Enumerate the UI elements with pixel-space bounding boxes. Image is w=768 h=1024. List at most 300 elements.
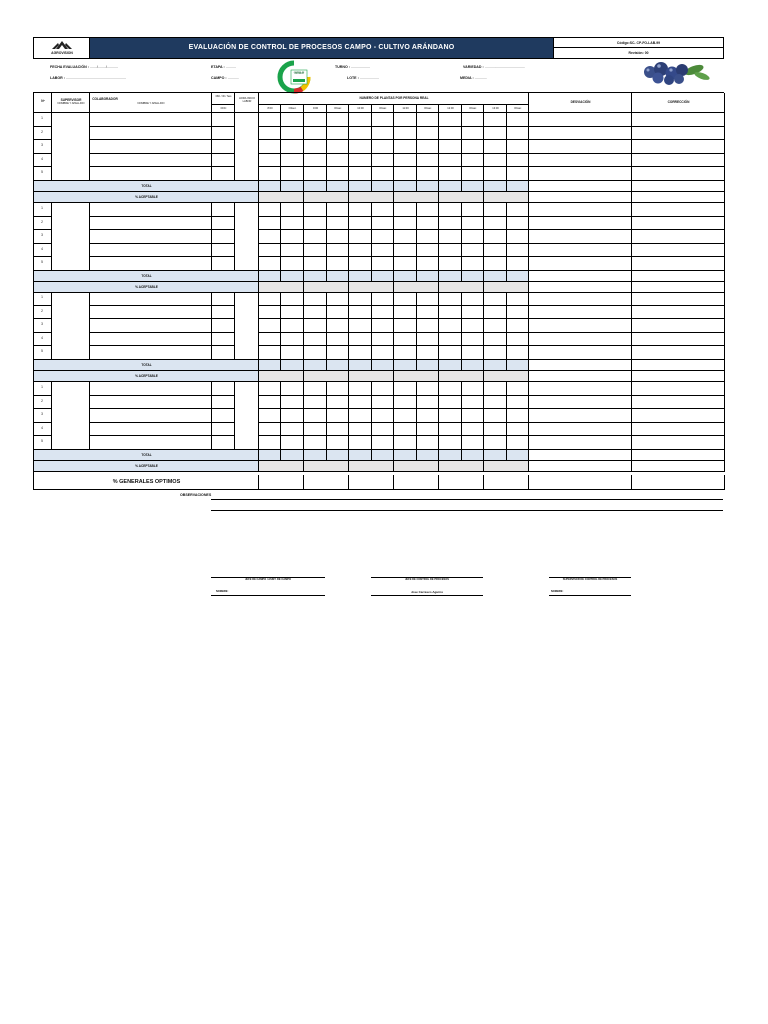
total-cell[interactable] [304, 271, 327, 282]
data-cell[interactable] [484, 217, 507, 231]
data-cell[interactable] [349, 319, 372, 333]
data-cell[interactable] [349, 423, 372, 437]
dni-cell[interactable] [212, 409, 235, 423]
data-cell[interactable] [327, 244, 349, 258]
data-cell[interactable] [372, 244, 394, 258]
data-cell[interactable] [439, 167, 462, 181]
total-cell[interactable] [439, 181, 462, 192]
data-cell[interactable] [259, 167, 281, 181]
total-cell[interactable] [349, 181, 372, 192]
colaborador-cell[interactable] [90, 409, 212, 423]
total-cell[interactable] [349, 271, 372, 282]
data-cell[interactable] [372, 127, 394, 141]
data-cell[interactable] [281, 127, 304, 141]
lote-field[interactable] [347, 76, 379, 80]
data-cell[interactable] [349, 127, 372, 141]
general-optimos-cell[interactable] [304, 475, 349, 490]
data-cell[interactable] [304, 382, 327, 396]
data-cell[interactable] [484, 409, 507, 423]
data-cell[interactable] [349, 217, 372, 231]
data-cell[interactable] [349, 396, 372, 410]
data-cell[interactable] [259, 154, 281, 168]
data-cell[interactable] [529, 154, 632, 168]
data-cell[interactable] [462, 409, 484, 423]
data-cell[interactable] [372, 409, 394, 423]
data-cell[interactable] [484, 230, 507, 244]
data-cell[interactable] [259, 409, 281, 423]
data-cell[interactable] [327, 203, 349, 217]
acceptable-cell[interactable] [349, 371, 394, 382]
campo-field[interactable] [211, 76, 239, 80]
total-cell[interactable] [439, 450, 462, 461]
data-cell[interactable] [372, 113, 394, 127]
data-cell[interactable] [484, 140, 507, 154]
data-cell[interactable] [632, 423, 725, 437]
total-desviacion-cell[interactable] [529, 360, 632, 371]
data-cell[interactable] [439, 127, 462, 141]
data-cell[interactable] [632, 409, 725, 423]
data-cell[interactable] [529, 423, 632, 437]
data-cell[interactable] [304, 113, 327, 127]
data-cell[interactable] [462, 257, 484, 271]
colaborador-cell[interactable] [90, 319, 212, 333]
data-cell[interactable] [417, 230, 439, 244]
data-cell[interactable] [394, 140, 417, 154]
data-cell[interactable] [372, 230, 394, 244]
data-cell[interactable] [439, 230, 462, 244]
total-cell[interactable] [417, 450, 439, 461]
data-cell[interactable] [632, 292, 725, 306]
dni-cell[interactable] [212, 113, 235, 127]
data-cell[interactable] [462, 292, 484, 306]
acceptable-correccion-cell[interactable] [632, 461, 725, 472]
data-cell[interactable] [462, 127, 484, 141]
total-cell[interactable] [281, 271, 304, 282]
data-cell[interactable] [394, 217, 417, 231]
total-cell[interactable] [394, 271, 417, 282]
data-cell[interactable] [529, 292, 632, 306]
data-cell[interactable] [349, 257, 372, 271]
acceptable-cell[interactable] [304, 461, 349, 472]
data-cell[interactable] [484, 127, 507, 141]
data-cell[interactable] [259, 292, 281, 306]
data-cell[interactable] [529, 346, 632, 360]
data-cell[interactable] [304, 423, 327, 437]
data-cell[interactable] [304, 203, 327, 217]
data-cell[interactable] [372, 257, 394, 271]
dni-cell[interactable] [212, 257, 235, 271]
data-cell[interactable] [417, 436, 439, 450]
data-cell[interactable] [327, 319, 349, 333]
data-cell[interactable] [462, 217, 484, 231]
data-cell[interactable] [281, 140, 304, 154]
data-cell[interactable] [349, 154, 372, 168]
data-cell[interactable] [327, 154, 349, 168]
total-cell[interactable] [259, 271, 281, 282]
data-cell[interactable] [484, 436, 507, 450]
data-cell[interactable] [281, 244, 304, 258]
data-cell[interactable] [394, 436, 417, 450]
data-cell[interactable] [281, 154, 304, 168]
dni-cell[interactable] [212, 396, 235, 410]
total-cell[interactable] [281, 360, 304, 371]
total-cell[interactable] [327, 450, 349, 461]
data-cell[interactable] [372, 319, 394, 333]
data-cell[interactable] [372, 333, 394, 347]
total-cell[interactable] [462, 181, 484, 192]
data-cell[interactable] [417, 333, 439, 347]
data-cell[interactable] [439, 203, 462, 217]
acceptable-cell[interactable] [349, 461, 394, 472]
total-cell[interactable] [304, 360, 327, 371]
data-cell[interactable] [632, 346, 725, 360]
data-cell[interactable] [304, 127, 327, 141]
acceptable-cell[interactable] [484, 192, 529, 203]
dni-cell[interactable] [212, 167, 235, 181]
data-cell[interactable] [259, 257, 281, 271]
dni-cell[interactable] [212, 436, 235, 450]
data-cell[interactable] [327, 127, 349, 141]
data-cell[interactable] [529, 306, 632, 320]
data-cell[interactable] [394, 230, 417, 244]
total-cell[interactable] [281, 450, 304, 461]
colaborador-cell[interactable] [90, 436, 212, 450]
acceptable-cell[interactable] [484, 282, 529, 293]
data-cell[interactable] [281, 409, 304, 423]
colaborador-cell[interactable] [90, 203, 212, 217]
total-cell[interactable] [394, 181, 417, 192]
colaborador-cell[interactable] [90, 113, 212, 127]
total-cell[interactable] [327, 181, 349, 192]
total-cell[interactable] [372, 271, 394, 282]
data-cell[interactable] [507, 346, 529, 360]
data-cell[interactable] [439, 382, 462, 396]
data-cell[interactable] [462, 333, 484, 347]
data-cell[interactable] [349, 230, 372, 244]
data-cell[interactable] [372, 423, 394, 437]
data-cell[interactable] [529, 409, 632, 423]
total-cell[interactable] [259, 181, 281, 192]
data-cell[interactable] [529, 230, 632, 244]
total-cell[interactable] [349, 450, 372, 461]
total-cell[interactable] [484, 360, 507, 371]
colaborador-cell[interactable] [90, 257, 212, 271]
data-cell[interactable] [439, 113, 462, 127]
supervisor-cell[interactable] [52, 382, 90, 450]
data-cell[interactable] [439, 333, 462, 347]
total-cell[interactable] [417, 271, 439, 282]
data-cell[interactable] [439, 306, 462, 320]
colaborador-cell[interactable] [90, 292, 212, 306]
data-cell[interactable] [349, 436, 372, 450]
total-cell[interactable] [507, 360, 529, 371]
data-cell[interactable] [304, 140, 327, 154]
data-cell[interactable] [372, 140, 394, 154]
etapa-field[interactable] [211, 65, 236, 69]
data-cell[interactable] [349, 409, 372, 423]
data-cell[interactable] [281, 217, 304, 231]
data-cell[interactable] [484, 396, 507, 410]
acceptable-desviacion-cell[interactable] [529, 371, 632, 382]
data-cell[interactable] [529, 257, 632, 271]
data-cell[interactable] [281, 423, 304, 437]
total-desviacion-cell[interactable] [529, 271, 632, 282]
general-optimos-cell[interactable] [349, 475, 394, 490]
general-correccion-cell[interactable] [632, 475, 725, 490]
data-cell[interactable] [417, 382, 439, 396]
data-cell[interactable] [327, 292, 349, 306]
data-cell[interactable] [394, 292, 417, 306]
data-cell[interactable] [632, 167, 725, 181]
total-cell[interactable] [304, 181, 327, 192]
data-cell[interactable] [417, 257, 439, 271]
general-optimos-cell[interactable] [439, 475, 484, 490]
data-cell[interactable] [529, 396, 632, 410]
signature-name-line-supervisor[interactable] [549, 595, 631, 596]
total-cell[interactable] [259, 360, 281, 371]
total-cell[interactable] [507, 271, 529, 282]
data-cell[interactable] [304, 346, 327, 360]
data-cell[interactable] [507, 306, 529, 320]
data-cell[interactable] [462, 154, 484, 168]
data-cell[interactable] [259, 382, 281, 396]
data-cell[interactable] [327, 140, 349, 154]
data-cell[interactable] [417, 203, 439, 217]
data-cell[interactable] [507, 154, 529, 168]
acceptable-desviacion-cell[interactable] [529, 192, 632, 203]
data-cell[interactable] [304, 333, 327, 347]
data-cell[interactable] [507, 319, 529, 333]
data-cell[interactable] [259, 396, 281, 410]
data-cell[interactable] [349, 346, 372, 360]
total-cell[interactable] [327, 360, 349, 371]
data-cell[interactable] [304, 154, 327, 168]
data-cell[interactable] [349, 113, 372, 127]
data-cell[interactable] [484, 167, 507, 181]
total-cell[interactable] [394, 360, 417, 371]
total-desviacion-cell[interactable] [529, 181, 632, 192]
acceptable-cell[interactable] [394, 282, 439, 293]
data-cell[interactable] [349, 244, 372, 258]
dni-cell[interactable] [212, 154, 235, 168]
dni-cell[interactable] [212, 217, 235, 231]
data-cell[interactable] [281, 113, 304, 127]
data-cell[interactable] [484, 292, 507, 306]
total-cell[interactable] [394, 450, 417, 461]
data-cell[interactable] [462, 230, 484, 244]
data-cell[interactable] [484, 319, 507, 333]
acceptable-cell[interactable] [304, 192, 349, 203]
data-cell[interactable] [417, 154, 439, 168]
hora-inicio-cell[interactable] [235, 292, 259, 360]
fecha-field[interactable] [50, 65, 118, 69]
data-cell[interactable] [281, 167, 304, 181]
data-cell[interactable] [632, 113, 725, 127]
data-cell[interactable] [372, 203, 394, 217]
data-cell[interactable] [394, 306, 417, 320]
data-cell[interactable] [304, 244, 327, 258]
data-cell[interactable] [349, 140, 372, 154]
data-cell[interactable] [417, 140, 439, 154]
data-cell[interactable] [281, 333, 304, 347]
data-cell[interactable] [529, 244, 632, 258]
hora-inicio-cell[interactable] [235, 113, 259, 181]
total-desviacion-cell[interactable] [529, 450, 632, 461]
data-cell[interactable] [394, 154, 417, 168]
data-cell[interactable] [439, 257, 462, 271]
data-cell[interactable] [632, 154, 725, 168]
total-cell[interactable] [507, 181, 529, 192]
data-cell[interactable] [632, 230, 725, 244]
data-cell[interactable] [632, 333, 725, 347]
colaborador-cell[interactable] [90, 230, 212, 244]
general-optimos-cell[interactable] [484, 475, 529, 490]
data-cell[interactable] [439, 244, 462, 258]
data-cell[interactable] [507, 113, 529, 127]
acceptable-cell[interactable] [394, 192, 439, 203]
colaborador-cell[interactable] [90, 167, 212, 181]
data-cell[interactable] [327, 230, 349, 244]
dni-cell[interactable] [212, 292, 235, 306]
dni-cell[interactable] [212, 423, 235, 437]
variedad-field[interactable] [463, 65, 525, 69]
data-cell[interactable] [507, 257, 529, 271]
data-cell[interactable] [632, 306, 725, 320]
data-cell[interactable] [484, 333, 507, 347]
total-cell[interactable] [439, 360, 462, 371]
total-cell[interactable] [484, 450, 507, 461]
data-cell[interactable] [327, 396, 349, 410]
data-cell[interactable] [327, 167, 349, 181]
data-cell[interactable] [259, 319, 281, 333]
data-cell[interactable] [372, 382, 394, 396]
data-cell[interactable] [372, 436, 394, 450]
data-cell[interactable] [484, 346, 507, 360]
data-cell[interactable] [304, 167, 327, 181]
general-desviacion-cell[interactable] [529, 475, 632, 490]
acceptable-desviacion-cell[interactable] [529, 461, 632, 472]
data-cell[interactable] [394, 382, 417, 396]
data-cell[interactable] [394, 423, 417, 437]
data-cell[interactable] [259, 244, 281, 258]
data-cell[interactable] [462, 113, 484, 127]
data-cell[interactable] [327, 382, 349, 396]
colaborador-cell[interactable] [90, 244, 212, 258]
data-cell[interactable] [327, 423, 349, 437]
dni-cell[interactable] [212, 127, 235, 141]
colaborador-cell[interactable] [90, 396, 212, 410]
data-cell[interactable] [439, 346, 462, 360]
data-cell[interactable] [417, 244, 439, 258]
data-cell[interactable] [439, 396, 462, 410]
dni-cell[interactable] [212, 140, 235, 154]
data-cell[interactable] [484, 203, 507, 217]
data-cell[interactable] [327, 217, 349, 231]
total-cell[interactable] [484, 271, 507, 282]
data-cell[interactable] [439, 436, 462, 450]
media-field[interactable] [460, 76, 487, 80]
data-cell[interactable] [417, 396, 439, 410]
data-cell[interactable] [281, 292, 304, 306]
data-cell[interactable] [529, 382, 632, 396]
data-cell[interactable] [281, 382, 304, 396]
hora-inicio-cell[interactable] [235, 203, 259, 271]
data-cell[interactable] [304, 257, 327, 271]
data-cell[interactable] [484, 257, 507, 271]
data-cell[interactable] [632, 127, 725, 141]
acceptable-correccion-cell[interactable] [632, 282, 725, 293]
data-cell[interactable] [529, 436, 632, 450]
data-cell[interactable] [632, 203, 725, 217]
data-cell[interactable] [417, 409, 439, 423]
acceptable-cell[interactable] [259, 461, 304, 472]
signature-name-line-jefe-control[interactable] [371, 595, 483, 596]
colaborador-cell[interactable] [90, 154, 212, 168]
acceptable-cell[interactable] [439, 282, 484, 293]
data-cell[interactable] [372, 292, 394, 306]
acceptable-cell[interactable] [259, 371, 304, 382]
acceptable-correccion-cell[interactable] [632, 192, 725, 203]
acceptable-cell[interactable] [484, 461, 529, 472]
colaborador-cell[interactable] [90, 306, 212, 320]
acceptable-cell[interactable] [394, 371, 439, 382]
colaborador-cell[interactable] [90, 346, 212, 360]
data-cell[interactable] [372, 306, 394, 320]
data-cell[interactable] [417, 346, 439, 360]
data-cell[interactable] [507, 140, 529, 154]
acceptable-cell[interactable] [394, 461, 439, 472]
data-cell[interactable] [304, 409, 327, 423]
total-cell[interactable] [462, 450, 484, 461]
data-cell[interactable] [304, 319, 327, 333]
data-cell[interactable] [327, 436, 349, 450]
observaciones-line-2[interactable] [211, 510, 723, 511]
general-optimos-cell[interactable] [259, 475, 304, 490]
data-cell[interactable] [507, 167, 529, 181]
total-cell[interactable] [372, 450, 394, 461]
data-cell[interactable] [462, 140, 484, 154]
data-cell[interactable] [507, 382, 529, 396]
data-cell[interactable] [417, 306, 439, 320]
total-correccion-cell[interactable] [632, 450, 725, 461]
data-cell[interactable] [259, 217, 281, 231]
data-cell[interactable] [417, 113, 439, 127]
data-cell[interactable] [259, 203, 281, 217]
data-cell[interactable] [529, 319, 632, 333]
dni-cell[interactable] [212, 382, 235, 396]
acceptable-cell[interactable] [259, 192, 304, 203]
dni-cell[interactable] [212, 333, 235, 347]
data-cell[interactable] [484, 306, 507, 320]
data-cell[interactable] [259, 140, 281, 154]
data-cell[interactable] [349, 292, 372, 306]
dni-cell[interactable] [212, 346, 235, 360]
colaborador-cell[interactable] [90, 382, 212, 396]
data-cell[interactable] [259, 113, 281, 127]
acceptable-cell[interactable] [439, 192, 484, 203]
data-cell[interactable] [327, 333, 349, 347]
data-cell[interactable] [349, 203, 372, 217]
data-cell[interactable] [349, 382, 372, 396]
data-cell[interactable] [632, 257, 725, 271]
data-cell[interactable] [632, 140, 725, 154]
total-correccion-cell[interactable] [632, 360, 725, 371]
data-cell[interactable] [439, 423, 462, 437]
colaborador-cell[interactable] [90, 423, 212, 437]
data-cell[interactable] [394, 113, 417, 127]
dni-cell[interactable] [212, 319, 235, 333]
total-cell[interactable] [281, 181, 304, 192]
